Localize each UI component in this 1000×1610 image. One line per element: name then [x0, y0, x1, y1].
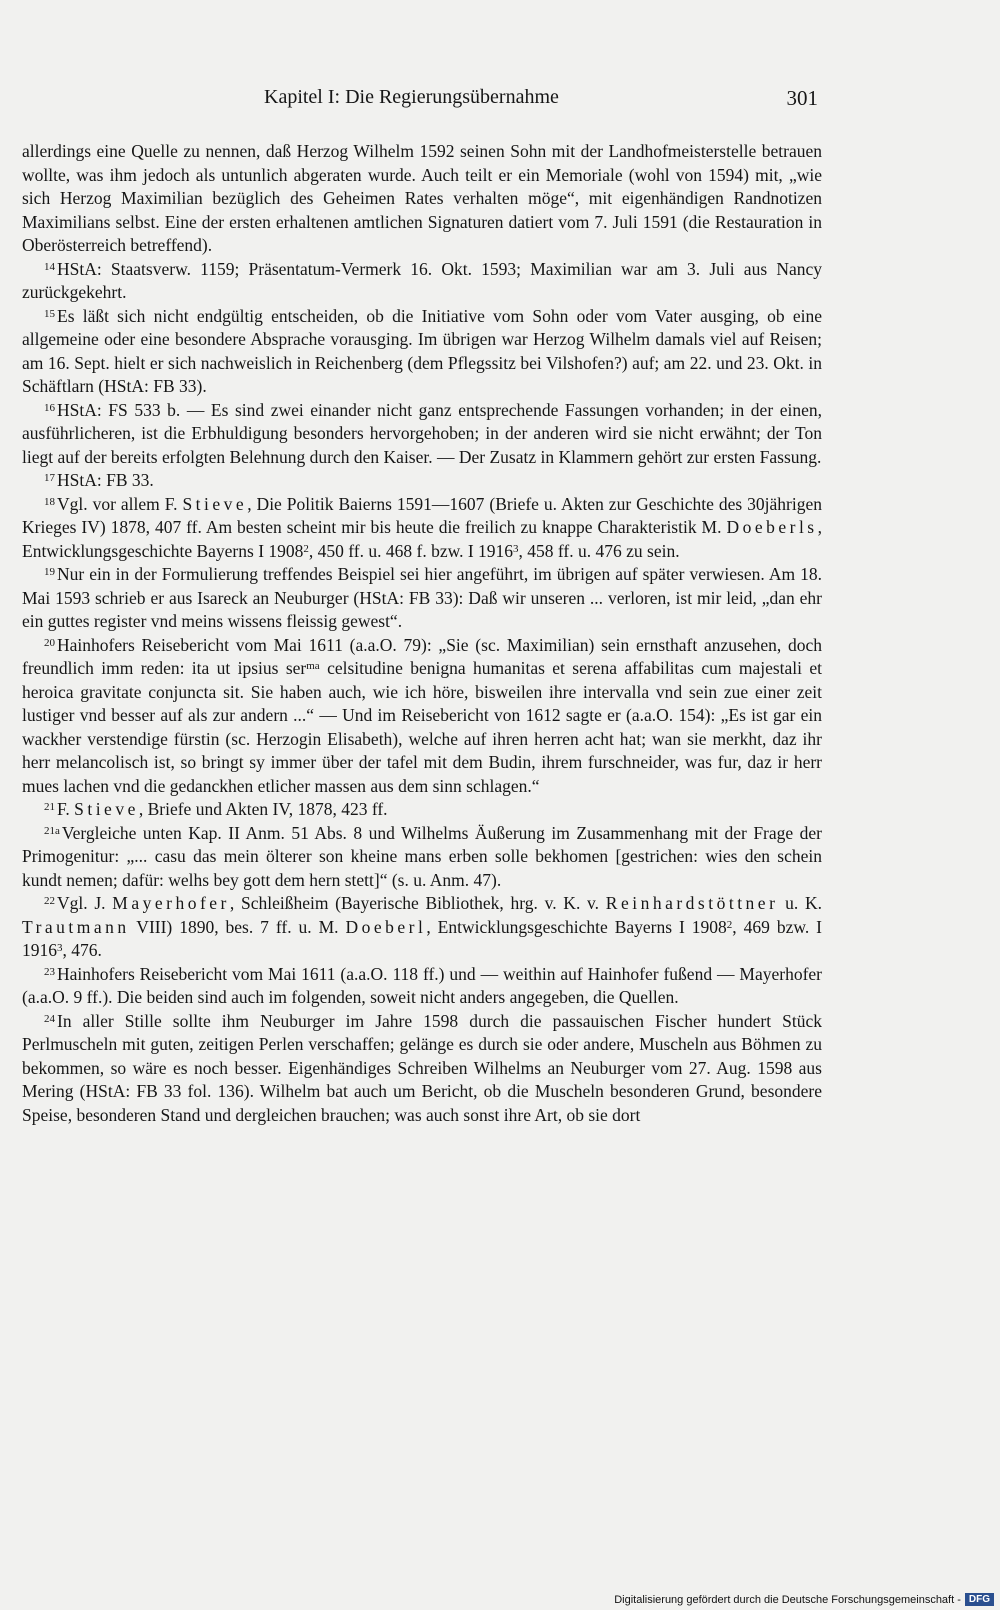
footnote-14: $^{14}$ HStA: Staatsverw. 1159; Präsentatum-Vermerk 16. Okt. 1593; Maximilian war am 3. Juli aus Nancy zurückgekehrt.: [22, 258, 822, 302]
credit-text: Digitalisierung gefördert durch die Deutsche Forschungsgemeinschaft -: [614, 1593, 961, 1606]
footnote-21a: $^{21a}$ Vergleiche unten Kap. II Anm. 51 Abs. 8 und Wilhelms Äußerung im Zusammenhang mit der Frage der Primogenitur: „... casu das mein ölterer son kheine mans erben solle bekhomen [gestrichen: wies den schein kundt nemen; dafür: welhs bey gott dem hern stett]“ (s. u. Anm. 47).: [22, 822, 822, 890]
footnote-24: $^{24}$ In aller Stille sollte ihm Neuburger im Jahre 1598 durch die passauischen Fischer hundert Stück Perlmuscheln mit guten, zeitigen Perlen verschaffen; gelänge es durch sie oder andere, Muscheln aus Böhmen zu bekommen, so wäre es noch besser. Eigenhändiges Schreiben Wilhelms an Neuburger vom 27. Aug. 1598 aus Mering (HStA: FB 33 fol. 136). Wilhelm bat auch um Bericht, ob die Muscheln besonderen Grund, besondere Speise, besonderen Stand und dergleichen brauchen; was auch sonst ihre Art, ob sie dort: [22, 1010, 822, 1125]
footnote-15: $^{15}$ Es läßt sich nicht endgültig entscheiden, ob die Initiative vom Sohn oder vom Vater ausging, ob eine allgemeine oder eine besondere Absprache vorausging. Im übrigen war Herzog Wilhelm damals viel auf Reisen; am 16. Sept. hielt er sich nachweislich in Reichenberg (dem Pflegssitz bei Vilshofen?) auf; am 22. und 23. Okt. in Schäftlarn (HStA: FB 33).: [22, 305, 822, 396]
footnote-20: $^{20}$ Hainhofers Reisebericht vom Mai 1611 (a.a.O. 79): „Sie (sc. Maximilian) sein ernsthaft anzusehen, doch freundlich imm reden: ita ut ipsius ser$^{ma}$ celsitudine benigna humanitas et serena affabilitas cum majestali et heroica gravitate conjuncta sit. Sie haben auch, wie ich höre, bisweilen ihre intervalla vnd sein zue einer zeit lustiger vnd besser auf als zur andern ...“ — Und im Reisebericht von 1612 sagte er (a.a.O. 154): „Es ist gar ein wackher verstendige fürstin (sc. Herzogin Elisabeth), welche auf ihren herren acht hat; wan sie merkht, daz ihr herr melancolisch ist, so bringt sy immer über der tafel mit dem Budin, ihrem furschneider, was fur, daz ir herr mues lachen vnd die gedanckhen etlicher massen aus dem sinn schlagen.“: [22, 634, 822, 796]
footnote-22: $^{22}$ Vgl. J. Mayerhofer, Schleißheim (Bayerische Bibliothek, hrg. v. K. v. Reinhardstöttner u. K. Trautmann VIII) 1890, bes. 7 ff. u. M. Doeberl, Entwicklungsgeschichte Bayerns I 1908$^2$, 469 bzw. I 1916$^3$, 476.: [22, 893, 822, 960]
footnote-19: $^{19}$ Nur ein in der Formulierung treffendes Beispiel sei hier angeführt, im übrigen auf später verwiesen. Am 18. Mai 1593 schrieb er aus Isareck an Neuburger (HStA: FB 33): Daß wir unseren ... verloren, ist mir leid, „dan ehr ein guttes register vnd meins wissens fleissig gewest“.: [22, 564, 822, 631]
page-number: 301: [786, 86, 818, 110]
footnote-16: $^{16}$ HStA: FS 533 b. — Es sind zwei einander nicht ganz entsprechende Fassungen vorhanden; in der einen, ausführlicheren, ist die Erbhuldigung besonders hervorgehoben; in der anderen wird sie nicht erwähnt; der Ton liegt auf der bereits erfolgten Belehnung durch den Kaiser. — Der Zusatz in Klammern gehört zur ersten Fassung.: [22, 399, 822, 467]
footnote-18: $^{18}$ Vgl. vor allem F. Stieve, Die Politik Baierns 1591—1607 (Briefe u. Akten zur Geschichte des 30jährigen Krieges IV) 1878, 407 ff. Am besten scheint mir bis heute die freilich zu knappe Charakteristik M. Doeberls, Entwicklungsgeschichte Bayerns I 1908$^2$, 450 ff. u. 468 f. bzw. I 1916$^3$, 458 ff. u. 476 zu sein.: [22, 493, 822, 561]
dfg-logo: DFG: [965, 1593, 994, 1606]
footnote-23: $^{23}$ Hainhofers Reisebericht vom Mai 1611 (a.a.O. 118 ff.) und — weithin auf Hainhofer fußend — Mayerhofer (a.a.O. 9 ff.). Die beiden sind auch im folgenden, soweit nicht anders angegeben, die Quellen.: [22, 963, 822, 1007]
digitization-credit: [614, 1593, 994, 1606]
running-head: [264, 86, 818, 116]
footnote-17: $^{17}$ HStA: FB 33.: [44, 470, 154, 490]
footnote-21: $^{21}$ F. Stieve, Briefe und Akten IV, 1878, 423 ff.: [44, 799, 388, 819]
note-continuation: allerdings eine Quelle zu nennen, daß Herzog Wilhelm 1592 seinen Sohn mit der Landhofmeisterstelle betrauen wollte, was ihm jedoch als untunlich abgeraten wurde. Auch teilt er ein Memoriale (wohl von 1594) mit, „wie sich Herzog Maximilian bezüglich des Geheimen Rates verhalten möge“, mit eigenhändigen Randnotizen Maximilians selbst. Eine der ersten erhaltenen amtlichen Signaturen datiert vom 7. Juli 1591 (die Restauration in Oberösterreich betreffend).: [22, 141, 822, 255]
footnotes-body: [22, 140, 822, 1127]
chapter-title: Kapitel I: Die Regierungsübernahme: [264, 86, 559, 108]
